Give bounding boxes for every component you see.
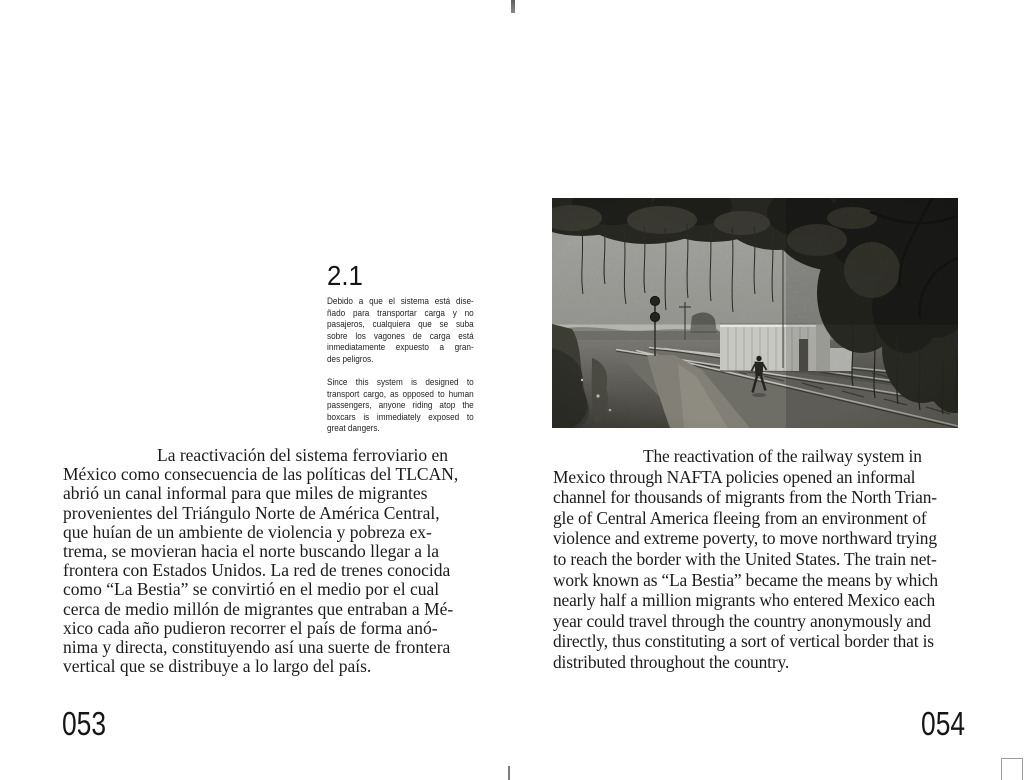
text-line: des peligros. (327, 353, 374, 365)
top-fold-mark (511, 0, 515, 13)
body-text-spanish (63, 446, 473, 676)
text-line: violence and extreme poverty, to move northward trying (553, 528, 937, 549)
text-line: Debido a que el sistema está dise- (327, 296, 474, 307)
text-line: ñado para transportar carga y no (327, 307, 474, 319)
railway-photo-illustration (552, 198, 958, 428)
bottom-right-trim-mark (1001, 758, 1023, 780)
caption-english (327, 377, 474, 435)
text-line: Since this system is designed to (327, 377, 474, 388)
text-line: nearly half a million migrants who entered Mexico each (553, 590, 936, 611)
text-line: channel for thousands of migrants from the North Trian- (553, 487, 937, 508)
section-number: 2.1 (327, 260, 363, 291)
text-line: The reactivation of the railway system in (643, 446, 922, 466)
text-line: que huían de un ambiente de violencia y pobreza ex- (63, 521, 432, 542)
text-line: trema, se movieran hacia el norte buscando llegar a la (63, 541, 440, 562)
text-line: La reactivación del sistema ferroviario en (157, 445, 449, 465)
text-line: provenientes del Triángulo Norte de América Central, (63, 502, 440, 523)
text-line: transport cargo, as opposed to human (327, 388, 474, 400)
text-line: xico cada año pudieron recorrer el país de forma anó- (63, 617, 438, 638)
text-line: year could travel through the country anonymously and (553, 610, 931, 631)
text-line: pasajeros, cualquiera que se suba (327, 319, 474, 331)
text-line: vertical que se distribuye a lo largo del país. (63, 656, 372, 677)
text-line: cerca de medio millón de migrantes que entraban a Mé- (63, 598, 454, 619)
text-line: abrió un canal informal para que miles de migrantes (63, 483, 428, 504)
page-number-left: 053 (62, 705, 107, 742)
text-line: frontera con Estados Unidos. La red de trenes conocida (63, 560, 451, 581)
text-line: boxcars is immediately exposed to (327, 411, 474, 423)
text-line: inmediatamente expuesto a gran- (327, 342, 474, 354)
text-line: como “La Bestia” se convirtió en el medio por el cual (63, 579, 440, 600)
text-line: great dangers. (327, 423, 380, 435)
text-line: sobre los vagones de carga está (327, 330, 474, 342)
bottom-fold-mark (508, 766, 510, 780)
text-line: nima y directa, constituyendo así una suerte de frontera (63, 637, 451, 658)
page-number-right: 054 (920, 705, 965, 742)
text-line: to reach the border with the United States. The train net- (553, 548, 937, 569)
text-line: distributed throughout the country. (553, 651, 790, 672)
railway-photo (552, 198, 958, 428)
body-text-english (553, 446, 965, 673)
text-line: Mexico through NAFTA policies opened an informal (553, 466, 916, 487)
caption-spanish (327, 296, 474, 366)
text-line: passengers, anyone riding atop the (327, 400, 474, 412)
text-line: gle of Central America fleeing from an environment of (553, 507, 927, 528)
text-line: directly, thus constituting a sort of vertical border that is (553, 631, 934, 652)
text-line: work known as “La Bestia” became the means by which (553, 569, 938, 590)
text-line: México como consecuencia de las políticas del TLCAN, (63, 464, 459, 485)
